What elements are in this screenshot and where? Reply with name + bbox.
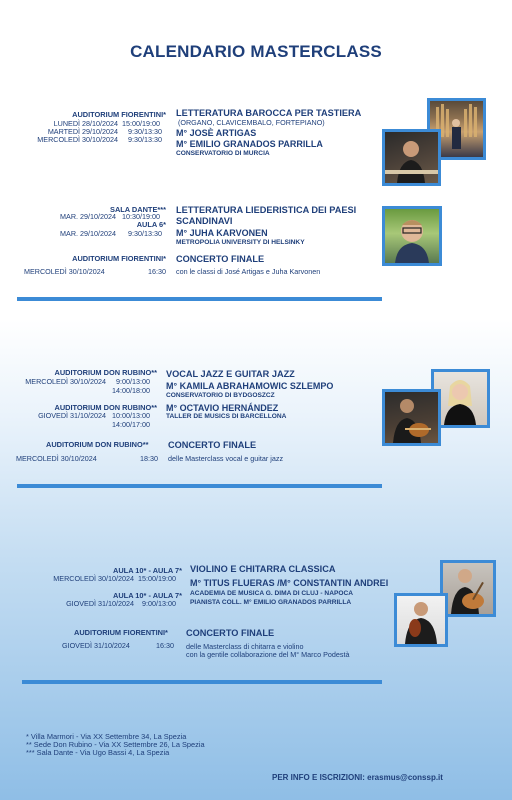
time: 9:30/13:30	[128, 135, 162, 144]
date: MAR. 29/10/2024	[60, 229, 116, 238]
institution: CONSERVATORIO DI MURCIA	[176, 150, 270, 157]
venue-label: SALA DANTE***	[110, 205, 166, 214]
photo-violinist	[394, 593, 448, 647]
time: 14:00/17:00	[112, 420, 150, 429]
date: MARTEDÌ 29/10/2024	[47, 127, 118, 136]
professor-name: M° EMILIO GRANADOS PARRILLA	[176, 139, 323, 149]
venue-label: AUDITORIUM DON RUBINO**	[46, 440, 149, 449]
photo-harpsichordist	[382, 129, 441, 186]
course-title: LETTERATURA BAROCCA PER TASTIERA	[176, 108, 362, 118]
footnote: ** Sede Don Rubino - Via XX Settembre 26, La Spezia	[26, 740, 205, 749]
venue-label: AUDITORIUM FIORENTINI*	[74, 628, 168, 637]
course-title: VIOLINO E CHITARRA CLASSICA	[190, 564, 336, 574]
footnote: *** Sala Dante - Via Ugo Bassi 4, La Spezia	[26, 748, 170, 757]
venue-label: AUDITORIUM FIORENTINI*	[72, 110, 166, 119]
time: 15:00/19:00	[138, 574, 176, 583]
photo-guitarist	[440, 560, 496, 617]
course-title: LETTERATURA LIEDERISTICA DEI PAESI	[176, 205, 357, 215]
professor-name: M° OCTAVIO HERNÁNDEZ	[166, 403, 279, 413]
date: GIOVEDÌ 31/10/2024	[62, 641, 130, 650]
time: 18:30	[140, 454, 158, 463]
course-subtitle: (ORGANO, CLAVICEMBALO, FORTEPIANO)	[178, 118, 325, 127]
professor-name: M° KAMILA ABRAHAMOWIC SZLEMPO	[166, 381, 334, 391]
venue-label: AULA 10* - AULA 7*	[113, 566, 182, 575]
venue-label: AULA 10* - AULA 7*	[113, 591, 182, 600]
time: 9:00/13:00	[116, 377, 150, 386]
institution: TALLER DE MUSICS DI BARCELLONA	[166, 413, 287, 420]
concert-description: delle Masterclass di chitarra e violino	[186, 642, 304, 651]
footnote: * Villa Marmori - Via XX Settembre 34, La Spezia	[26, 732, 187, 741]
institution: METROPOLIA UNIVERSITY DI HELSINKY	[176, 239, 305, 246]
time: 16:30	[156, 641, 174, 650]
divider	[22, 680, 382, 684]
concert-description: delle Masterclass vocal e guitar jazz	[168, 454, 284, 463]
professor-name: M° TITUS FLUERAS /M° CONSTANTIN ANDREI	[190, 578, 389, 588]
date: MAR. 29/10/2024	[60, 212, 116, 221]
divider	[17, 484, 382, 488]
time: 16:30	[148, 267, 166, 276]
time: 10:30/19:00	[122, 212, 160, 221]
date: MERCOLEDÌ 30/10/2024	[25, 377, 106, 386]
date: MERCOLEDÌ 30/10/2024	[53, 574, 134, 583]
professor-name: M° JUHA KARVONEN	[176, 228, 268, 238]
concert-title: CONCERTO FINALE	[176, 254, 265, 264]
course-title: VOCAL JAZZ E GUITAR JAZZ	[166, 369, 295, 379]
institution: CONSERVATORIO DI BYDGOSZCZ	[166, 392, 275, 399]
time: 9:00/13:00	[142, 599, 176, 608]
contact-info: PER INFO E ISCRIZIONI: erasmus@conssp.it	[272, 773, 443, 782]
professor-name: M° JOSÈ ARTIGAS	[176, 128, 257, 138]
time: 14:00/18:00	[112, 386, 150, 395]
photo-hernandez	[382, 389, 441, 446]
pianist: PIANISTA COLL. M° EMILIO GRANADOS PARRILLA	[190, 599, 352, 606]
venue-label: AULA 6*	[136, 220, 166, 229]
time: 9:30/13:30	[128, 229, 162, 238]
time: 15:00/19:00	[122, 119, 160, 128]
venue-label: AUDITORIUM FIORENTINI*	[72, 254, 166, 263]
time: 10:00/13:00	[112, 411, 150, 420]
concert-description: con la gentile collaborazione del M° Marco Podestà	[186, 650, 350, 659]
date: LUNEDÌ 28/10/2024	[53, 119, 118, 128]
photo-karvonen	[382, 206, 442, 266]
date: GIOVEDÌ 31/10/2024	[38, 411, 106, 420]
course-title: SCANDINAVI	[176, 216, 233, 226]
divider	[17, 297, 382, 301]
date: GIOVEDÌ 31/10/2024	[66, 599, 134, 608]
concert-title: CONCERTO FINALE	[168, 440, 257, 450]
time: 9:30/13:30	[128, 127, 162, 136]
concert-title: CONCERTO FINALE	[186, 628, 275, 638]
venue-label: AUDITORIUM DON RUBINO**	[54, 368, 157, 377]
institution: ACADEMIA DE MUSICA G. DIMA DI CLUJ - NAPOCA	[190, 590, 354, 597]
date: MERCOLEDÌ 30/10/2024	[16, 454, 97, 463]
venue-label: AUDITORIUM DON RUBINO**	[54, 403, 157, 412]
date: MERCOLEDÌ 30/10/2024	[24, 267, 105, 276]
concert-description: con le classi di José Artigas e Juha Karvonen	[176, 267, 321, 276]
date: MERCOLEDÌ 30/10/2024	[37, 135, 118, 144]
page-title: CALENDARIO MASTERCLASS	[130, 42, 382, 61]
